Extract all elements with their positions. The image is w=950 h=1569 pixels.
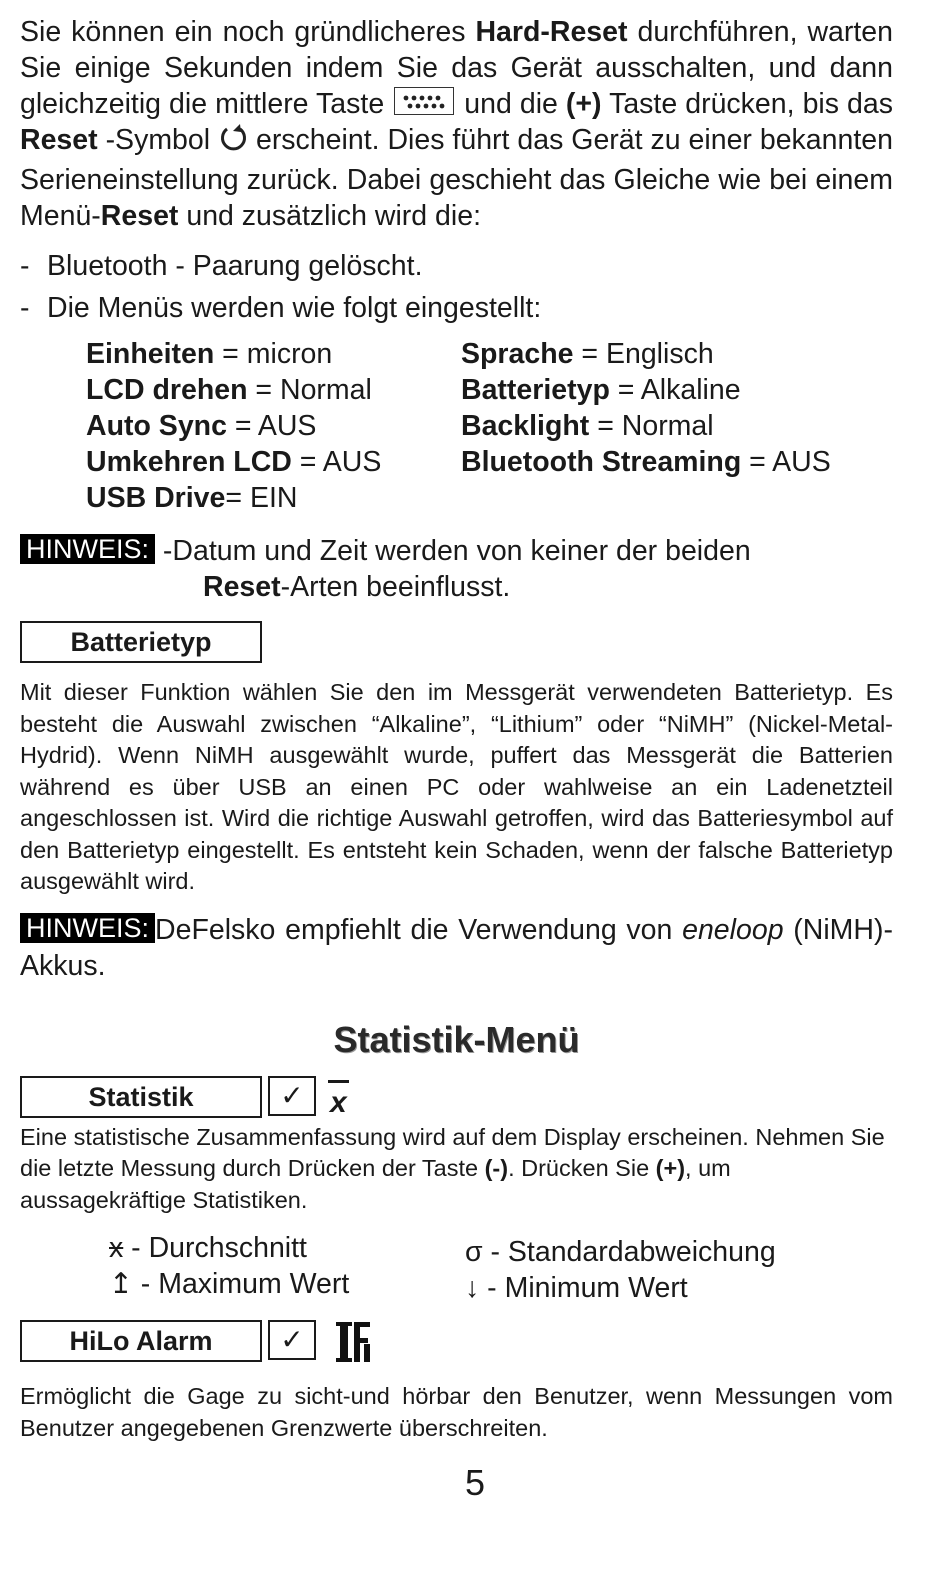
min-symbol: ↓ (465, 1272, 480, 1304)
menu-label-hilo-alarm: HiLo Alarm (20, 1320, 262, 1362)
section-heading: Statistik-Menü (333, 1018, 580, 1060)
note-reset-datetime: HINWEIS: -Datum und Zeit werden von keiner der beiden Reset-Arten beeinflusst. (20, 533, 893, 605)
note-badge: HINWEIS: (20, 913, 155, 943)
manual-page (20, 14, 893, 1444)
checkmark-icon: ✓ (268, 1320, 316, 1360)
note-badge: HINWEIS: (20, 534, 155, 564)
checkmark-icon: ✓ (268, 1076, 316, 1116)
hilo-alarm-icon (334, 1320, 372, 1369)
sigma-symbol: σ (465, 1236, 483, 1268)
hilo-label-row (20, 1320, 893, 1369)
default-settings-table: Einheiten = micron Sprache = Englisch LCD drehen = Normal Batterietyp = Alkaline Auto Sync = AUS Backlight = Normal Umkehren LCD = AUS Bluetooth Streaming = AUS USB Drive= EIN (86, 338, 831, 514)
hilo-description: Ermöglicht die Gage zu sicht-und hörbar den Benutzer, wenn Messungen vom Benutzer angegebenen Grenzwerte überschreiten. (20, 1383, 893, 1441)
reset-icon (218, 123, 248, 162)
middle-key-icon (394, 87, 454, 115)
mean-icon: x (328, 1080, 349, 1115)
menu-label-batterietyp: Batterietyp (20, 621, 262, 663)
statistik-description: Eine statistische Zusammenfassung wird auf dem Display erscheinen. Nehmen Sie die letzte Messung durch Drücken der Taste (-). Drücken Sie (+), um aussagekräftige Statistiken. (20, 1123, 885, 1213)
hard-reset-paragraph: Sie können ein noch gründlicheres Hard-Reset durchführen, warten Sie einige Sekunden indem Sie das Gerät ausschalten, und dann gleichzeitig die mittlere Taste und die (+) Taste drücken, bis das Reset -Symbol erscheint. Dies führt das Gerät zu einer bekannten Serieneinstellung zurück. Dabei geschieht das Gleiche wie bei einem Menü-Reset und zusätzlich wird die: (20, 16, 893, 232)
note-eneloop: HINWEIS: DeFelsko empfiehlt die Verwendung von eneloop (NiMH)-Akkus. (20, 912, 893, 982)
statistik-label-row (20, 1076, 893, 1118)
mean-symbol: x (109, 1232, 124, 1264)
list-item: - Die Menüs werden wie folgt eingestellt: (20, 292, 542, 324)
statistics-legend: x - Durchschnitt σ - Standardabweichung ↥ - Maximum Wert ↓ - Minimum Wert (109, 1232, 776, 1304)
battery-section (20, 621, 893, 663)
max-symbol: ↥ (109, 1268, 133, 1300)
battery-description: Mit dieser Funktion wählen Sie den im Messgerät verwendeten Batterietyp. Es besteht die Auswahl zwischen “Alkaline”, “Lithium” oder “NiMH” (Nickel-Metal-Hydrid). Wenn NiMH ausgewählt wurde, puffert das Messgerät die Batterien während es über USB an einen PC oder wahlweise an ein Ladenetzteil angeschlossen ist. Wird die richtige Auswahl getroffen, wird das Batteriesymbol auf den Batterietyp eingestellt. Es entsteht kein Schaden, wenn der falsche Batterietyp ausgewählt wird. (20, 679, 893, 894)
list-item: - Bluetooth - Paarung gelöscht. (20, 250, 423, 282)
menu-label-statistik: Statistik (20, 1076, 262, 1118)
page-number: 5 (464, 1462, 486, 1503)
